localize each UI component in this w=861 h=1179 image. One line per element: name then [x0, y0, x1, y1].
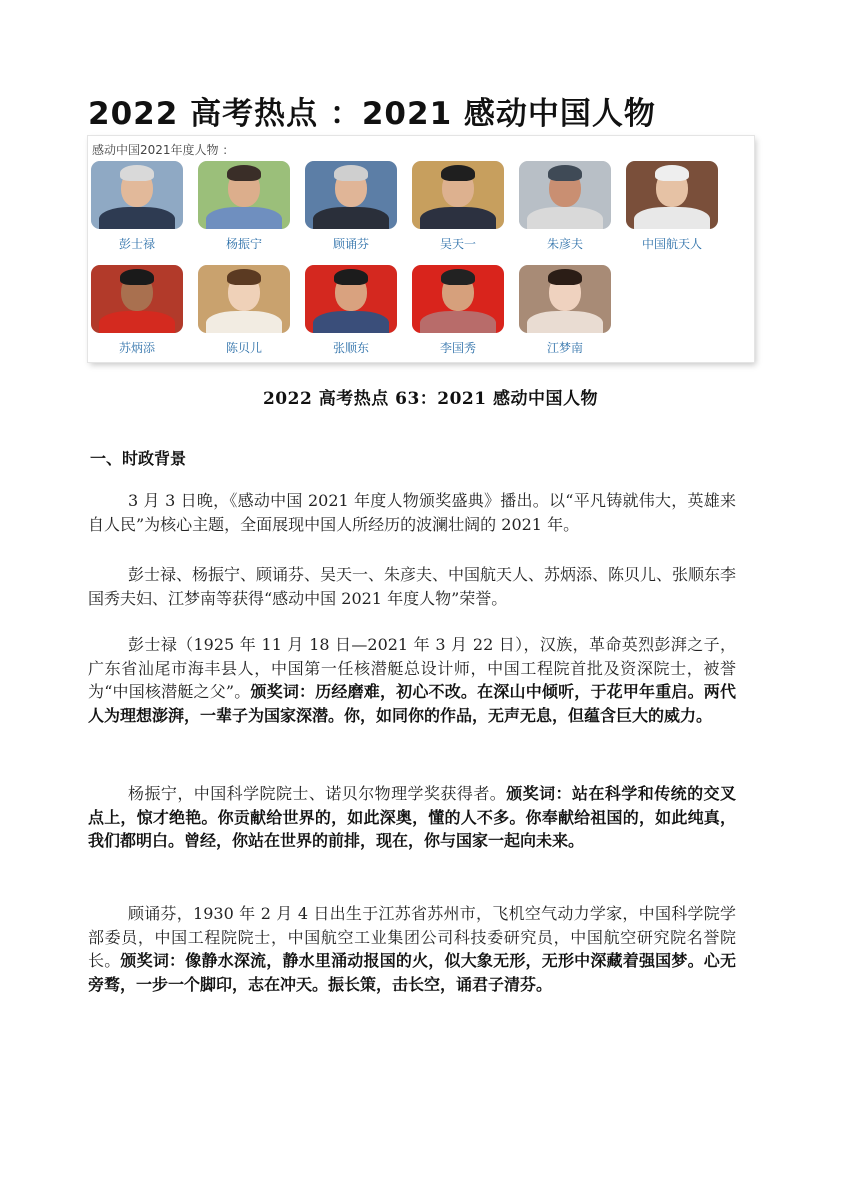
person-name: 中国航天人	[641, 237, 702, 251]
paragraph-text: 顾诵芬，1930 年 2 月 4 日出生于江苏省苏州市，飞机空气动力学家，中国科学院学部委员，中国工程院院士，中国航空工业集团公司科技委研究员，中国航空研究院名誉院长。	[88, 904, 736, 970]
paragraph-text: 彭士禄（1925 年 11 月 18 日—2021 年 3 月 22 日），汉族，革命英烈彭湃之子，广东省汕尾市海丰县人，中国第一任核潜艇总设计师，中国工程院首批及资深院士，被誉为“中国核潜艇之父”。	[88, 635, 736, 701]
person-portrait	[519, 161, 611, 229]
person-portrait	[198, 161, 290, 229]
person-name: 吴天一	[439, 237, 476, 251]
document-subtitle: 2022 高考热点 63：2021 感动中国人物	[262, 389, 599, 409]
body-paragraph	[88, 563, 736, 610]
page-title: 2022 高考热点 ：2021 感动中国人物	[88, 96, 656, 132]
body-paragraph	[88, 902, 736, 996]
paragraph-text: 3 月 3 日晚，《感动中国 2021 年度人物颁奖盛典》播出。以“平凡铸就伟大，英雄来自人民”为核心主题，全面展现中国人所经历的波澜壮阔的 2021 年。	[88, 491, 736, 534]
award-citation-text: 颁奖词：站在科学和传统的交叉点上，惊才绝艳。你贡献给世界的，如此深奥，懂的人不多。你奉献给祖国的，如此纯真，我们都明白。曾经，你站在世界的前排，现在，你与国家一起向未来。	[88, 784, 736, 850]
person-portrait	[91, 161, 183, 229]
award-citation-text: 颁奖词：像静水深流，静水里涌动报国的火，似大象无形，无形中深藏着强国梦。心无旁骛，一步一个脚印，志在冲天。振长策，击长空，诵君子清芬。	[88, 951, 736, 994]
person-portrait	[412, 161, 504, 229]
person-portrait	[519, 265, 611, 333]
figure-caption: 感动中国2021年度人物 ：	[92, 143, 235, 157]
person-name: 苏炳添	[118, 341, 155, 355]
person-portrait	[626, 161, 718, 229]
body-paragraph	[88, 633, 736, 727]
person-portrait	[198, 265, 290, 333]
person-name: 顾诵芬	[332, 237, 369, 251]
body-paragraph	[88, 489, 736, 536]
person-portrait	[412, 265, 504, 333]
award-citation-text: 颁奖词：历经磨难，初心不改。在深山中倾听，于花甲年重启。两代人为理想澎湃，一辈子为国家深潜。你，如同你的作品，无声无息，但蕴含巨大的威力。	[88, 682, 736, 725]
body-paragraph	[88, 782, 736, 853]
person-name: 江梦南	[546, 341, 583, 355]
person-name: 彭士禄	[118, 237, 155, 251]
person-portrait	[305, 265, 397, 333]
person-name: 李国秀	[439, 341, 476, 355]
paragraph-text: 杨振宁，中国科学院院士、诺贝尔物理学奖获得者。	[128, 784, 507, 803]
award-figure-image	[88, 136, 754, 362]
person-portrait	[91, 265, 183, 333]
person-portrait	[305, 161, 397, 229]
person-name: 杨振宁	[225, 237, 262, 251]
person-name: 陈贝儿	[225, 341, 262, 355]
section-heading: 一、时政背景	[90, 449, 187, 468]
person-name: 张顺东	[332, 341, 369, 355]
person-name: 朱彦夫	[546, 237, 583, 251]
paragraph-text: 彭士禄、杨振宁、顾诵芬、吴天一、朱彦夫、中国航天人、苏炳添、陈贝儿、张顺东李国秀夫妇、江梦南等获得“感动中国 2021 年度人物”荣誉。	[88, 565, 737, 608]
